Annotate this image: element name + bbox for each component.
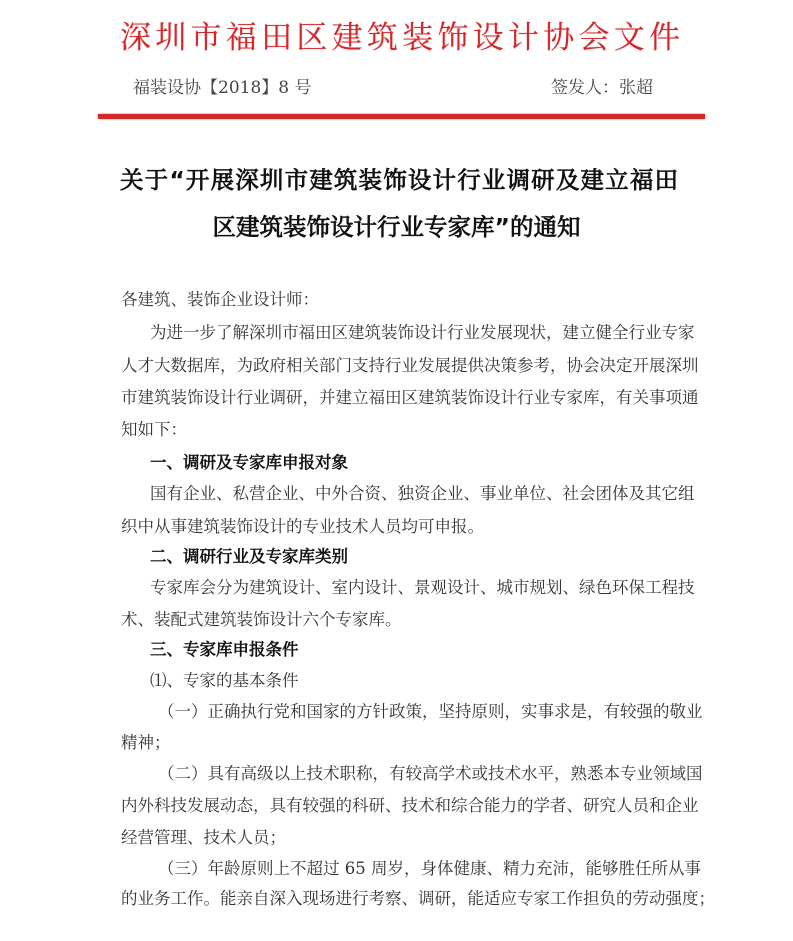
notice-title-line-2: 区建筑装饰设计行业专家库”的通知 — [212, 213, 581, 241]
signer: 签发人：张超 — [551, 78, 653, 98]
document-number: 福装设协【2018】8 号 — [133, 78, 312, 98]
salutation: 各建筑、装饰企业设计师： — [121, 290, 319, 309]
condition-line: 经营管理、技术人员； — [121, 828, 286, 847]
section-heading: 三、专家库申报条件 — [150, 640, 299, 659]
section-line: 术、装配式建筑装饰设计六个专家库。 — [121, 610, 402, 629]
condition-line: 内外科技发展动态，具有较强的科研、技术和综合能力的学者、研究人员和企业 — [121, 796, 699, 815]
intro-line: 知如下： — [121, 420, 187, 439]
red-divider — [98, 114, 705, 119]
intro-line: 市建筑装饰设计行业调研，并建立福田区建筑装饰设计行业专家库，有关事项通 — [121, 388, 699, 407]
condition-line: 的业务工作。能亲自深入现场进行考察、调研，能适应专家工作担负的劳动强度； — [121, 889, 715, 908]
intro-line: 为进一步了解深圳市福田区建筑装饰设计行业发展现状，建立健全行业专家 — [150, 323, 695, 342]
section-heading: 二、调研行业及专家库类别 — [150, 547, 348, 566]
section-line: 专家库会分为建筑设计、室内设计、景观设计、城市规划、绿色环保工程技 — [150, 578, 695, 597]
condition-line: （三）年龄原则上不超过 65 周岁，身体健康、精力充沛，能够胜任所从事 — [158, 859, 701, 878]
section-line: 织中从事建筑装饰设计的专业技术人员均可申报。 — [121, 517, 484, 536]
condition-line: （一）正确执行党和国家的方针政策，坚持原则，实事求是，有较强的敬业 — [158, 702, 703, 721]
org-header-title: 深圳市福田区建筑装饰设计协会文件 — [120, 20, 680, 56]
condition-line: （二）具有高级以上技术职称，有较高学术或技术水平，熟悉本专业领域国 — [158, 764, 703, 783]
intro-line: 人才大数据库，为政府相关部门支持行业发展提供决策参考，协会决定开展深圳 — [121, 356, 699, 375]
section-line: 国有企业、私营企业、中外合资、独资企业、事业单位、社会团体及其它组 — [150, 484, 695, 503]
subheading: ⑴、专家的基本条件 — [150, 671, 299, 690]
section-heading: 一、调研及专家库申报对象 — [150, 453, 348, 472]
condition-line: 精神； — [121, 733, 171, 752]
notice-title-line-1: 关于“开展深圳市建筑装饰设计行业调研及建立福田 — [120, 166, 678, 194]
